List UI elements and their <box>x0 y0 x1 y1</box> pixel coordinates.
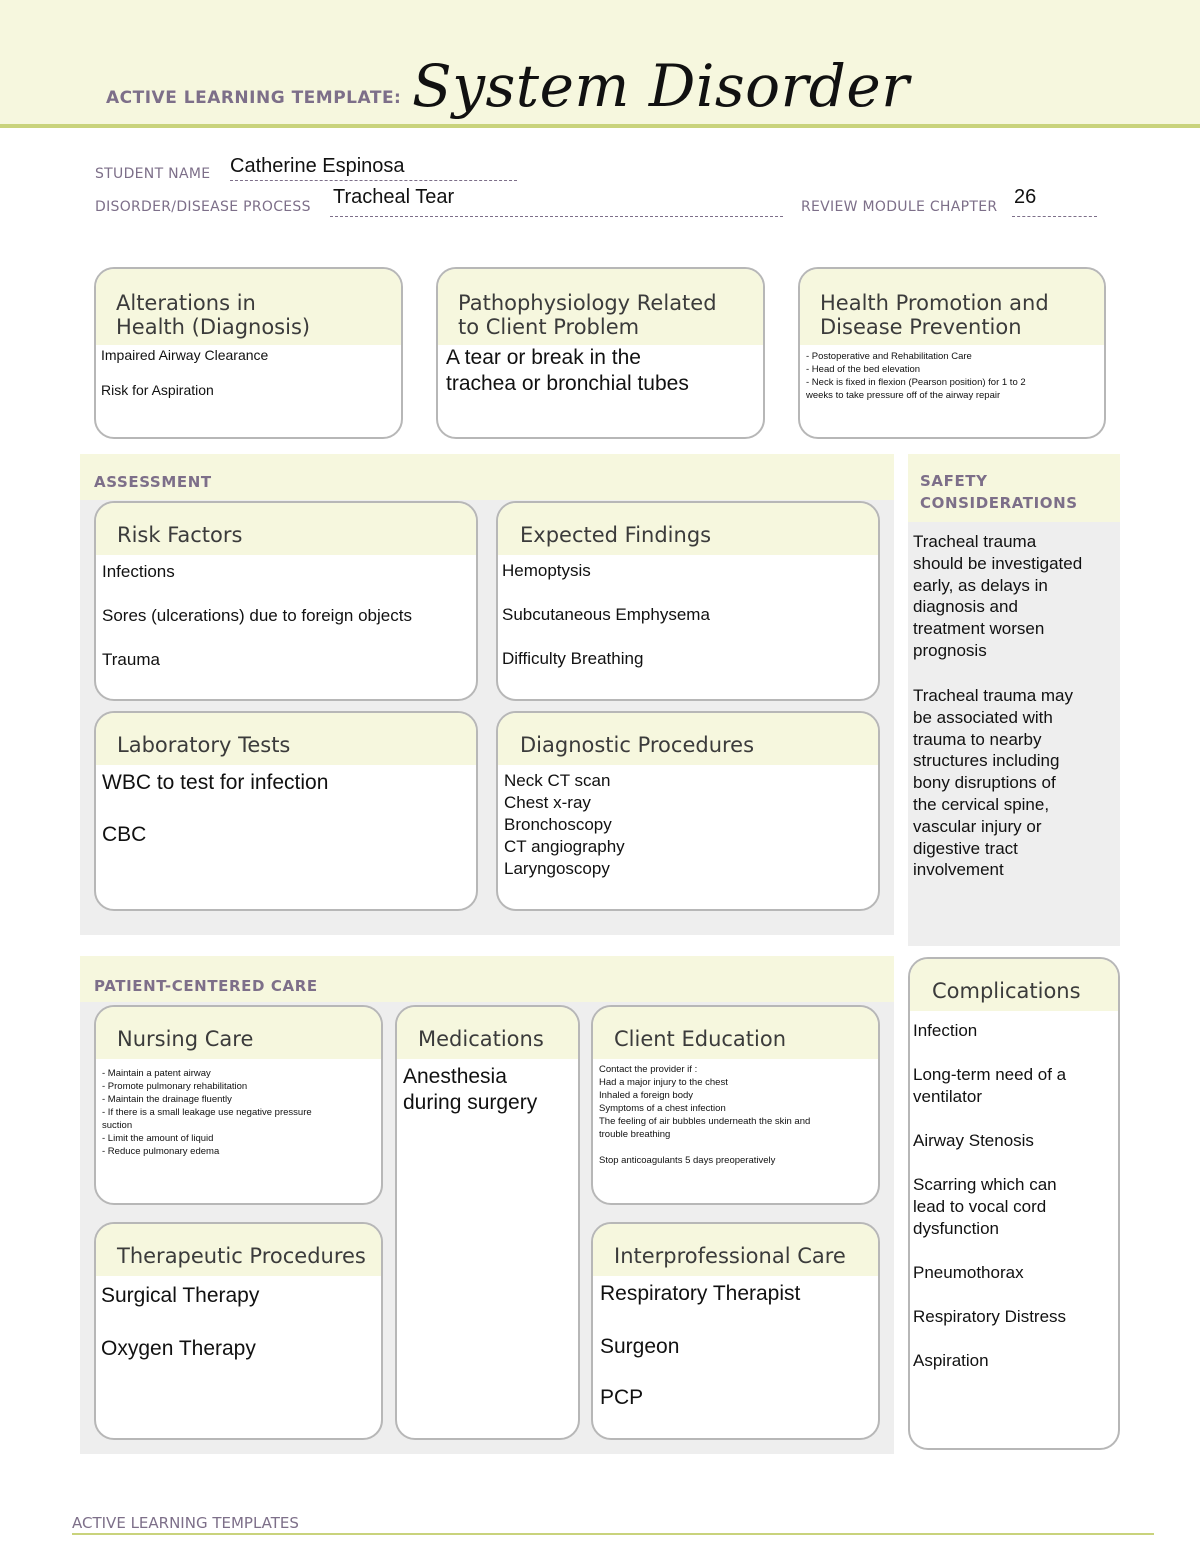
nursing-care-line: - Reduce pulmonary edema <box>102 1146 220 1157</box>
safety-line: Tracheal trauma <box>913 532 1037 551</box>
complication-item: Infection <box>913 1021 978 1040</box>
alterations-item: Risk for Aspiration <box>101 382 214 398</box>
expected-findings-box <box>496 501 880 701</box>
interprofessional-care-item: Respiratory Therapist <box>600 1282 801 1305</box>
laboratory-test-item: CBC <box>102 823 147 846</box>
pathophysiology-text: trachea or bronchial tubes <box>446 372 689 395</box>
diagnostic-procedure-item: Laryngoscopy <box>504 859 610 878</box>
nursing-care-line: - If there is a small leakage use negative pressure <box>102 1107 312 1118</box>
interprofessional-care-title: Interprofessional Care <box>593 1224 878 1276</box>
template-label: ACTIVE LEARNING TEMPLATE: <box>106 88 402 108</box>
complication-item: Airway Stenosis <box>913 1131 1034 1150</box>
interprofessional-care-item: PCP <box>600 1386 644 1409</box>
student-name-field[interactable]: Catherine Espinosa <box>230 155 405 177</box>
diagnostic-procedure-item: Neck CT scan <box>504 771 611 790</box>
client-education-line: trouble breathing <box>599 1129 671 1140</box>
disorder-field[interactable]: Tracheal Tear <box>333 186 455 208</box>
chapter-label: REVIEW MODULE CHAPTER <box>801 199 998 215</box>
complication-item: ventilator <box>913 1087 982 1106</box>
health-promotion-line: weeks to take pressure off of the airway repair <box>806 390 1001 401</box>
diagnostic-procedure-item: Bronchoscopy <box>504 815 612 834</box>
nursing-care-list <box>102 1067 312 1158</box>
risk-factors-box <box>94 501 478 701</box>
medications-box <box>395 1005 580 1440</box>
complications-box <box>908 957 1120 1450</box>
safety-line: trauma to nearby <box>913 729 1042 749</box>
complication-item: Respiratory Distress <box>913 1307 1067 1326</box>
medications-text: during surgery <box>403 1091 538 1114</box>
nursing-care-line: - Maintain the drainage fluently <box>102 1094 232 1105</box>
therapeutic-procedure-item: Surgical Therapy <box>101 1284 260 1307</box>
complications-spacer <box>913 1152 1066 1174</box>
complications-spacer <box>913 1328 1066 1350</box>
safety-line: structures including <box>913 751 1060 771</box>
interprofessional-care-item: Surgeon <box>600 1335 680 1358</box>
therapeutic-procedure-item: Oxygen Therapy <box>101 1337 256 1360</box>
nursing-care-line: - Limit the amount of liquid <box>102 1133 214 1144</box>
safety-line: be associated with <box>913 707 1053 727</box>
nursing-care-box <box>94 1005 383 1205</box>
complications-spacer <box>913 1042 1066 1064</box>
complication-item: lead to vocal cord <box>913 1197 1047 1216</box>
safety-line: treatment worsen <box>913 619 1045 639</box>
complication-item: Aspiration <box>913 1351 989 1370</box>
health-promotion-title-line1: Health Promotion and <box>820 291 1049 315</box>
safety-line: should be investigated <box>913 553 1083 573</box>
complications-spacer <box>913 1240 1066 1262</box>
alterations-box <box>94 267 403 439</box>
pathophysiology-title <box>438 269 763 345</box>
safety-line: diagnosis and <box>913 597 1018 617</box>
nursing-care-title: Nursing Care <box>96 1007 381 1059</box>
interprofessional-care-box <box>591 1222 880 1440</box>
client-education-line: Inhaled a foreign body <box>599 1090 694 1101</box>
therapeutic-procedures-box <box>94 1222 383 1440</box>
pathophysiology-text: A tear or break in the <box>446 346 641 369</box>
client-education-list <box>599 1063 810 1141</box>
diagnostic-procedure-item: Chest x-ray <box>504 793 591 812</box>
safety-line: digestive tract <box>913 838 1018 858</box>
client-education-line: Symptoms of a chest infection <box>599 1103 726 1114</box>
complications-spacer <box>913 1108 1066 1130</box>
complication-item: dysfunction <box>913 1219 999 1238</box>
expected-finding-item: Difficulty Breathing <box>502 649 644 668</box>
alterations-title <box>96 269 401 345</box>
medications-text: Anesthesia <box>403 1065 507 1088</box>
client-education-line: The feeling of air bubbles underneath the skin and <box>599 1116 811 1127</box>
risk-factor-item: Trauma <box>102 650 160 669</box>
nursing-care-line: suction <box>102 1120 133 1131</box>
risk-factors-title: Risk Factors <box>96 503 476 555</box>
health-promotion-line: - Postoperative and Rehabilitation Care <box>806 351 972 362</box>
client-education-line: Contact the provider if : <box>599 1064 698 1075</box>
safety-label <box>908 454 1120 522</box>
chapter-field[interactable]: 26 <box>1014 186 1037 208</box>
student-name-label: STUDENT NAME <box>95 166 211 182</box>
assessment-label: ASSESSMENT <box>94 473 212 491</box>
safety-line: prognosis <box>913 640 987 660</box>
alterations-title-line2: Health (Diagnosis) <box>116 315 311 339</box>
diagnostic-procedures-box <box>496 711 880 911</box>
expected-finding-item: Subcutaneous Emphysema <box>502 605 710 624</box>
safety-line: involvement <box>913 860 1004 880</box>
disorder-label: DISORDER/DISEASE PROCESS <box>95 199 311 215</box>
safety-line: vascular injury or <box>913 816 1042 836</box>
safety-paragraph-2 <box>913 685 1073 881</box>
alterations-title-line1: Alterations in <box>116 291 256 315</box>
client-education-extra: Stop anticoagulants 5 days preoperatively <box>599 1155 776 1166</box>
safety-line: the cervical spine, <box>913 794 1050 814</box>
client-education-title: Client Education <box>593 1007 878 1059</box>
pathophysiology-title-line2: to Client Problem <box>458 315 640 339</box>
nursing-care-line: - Promote pulmonary rehabilitation <box>102 1081 248 1092</box>
complication-item: Scarring which can <box>913 1175 1057 1194</box>
safety-line: early, as delays in <box>913 575 1048 595</box>
health-promotion-box <box>798 267 1106 439</box>
laboratory-tests-box <box>94 711 478 911</box>
complications-title: Complications <box>910 959 1118 1011</box>
template-title: System Disorder <box>412 52 910 120</box>
footer-line <box>72 1533 1154 1535</box>
safety-label-line1: SAFETY <box>920 472 988 490</box>
medications-title: Medications <box>397 1007 578 1059</box>
laboratory-test-item: WBC to test for infection <box>102 771 329 794</box>
therapeutic-procedures-title: Therapeutic Procedures <box>96 1224 381 1276</box>
safety-label-line2: CONSIDERATIONS <box>920 494 1078 512</box>
risk-factor-item: Infections <box>102 562 175 581</box>
footer-label: ACTIVE LEARNING TEMPLATES <box>72 1514 299 1532</box>
nursing-care-line: - Maintain a patent airway <box>102 1068 211 1079</box>
laboratory-tests-title: Laboratory Tests <box>96 713 476 765</box>
safety-line: bony disruptions of <box>913 773 1056 793</box>
complication-item: Pneumothorax <box>913 1263 1024 1282</box>
safety-line: Tracheal trauma may <box>913 686 1073 705</box>
complication-item: Long-term need of a <box>913 1065 1067 1084</box>
pathophysiology-title-line1: Pathophysiology Related <box>458 291 717 315</box>
client-education-box <box>591 1005 880 1205</box>
complications-spacer <box>913 1284 1066 1306</box>
health-promotion-title <box>800 269 1104 345</box>
complications-list <box>913 1020 1066 1372</box>
expected-finding-item: Hemoptysis <box>502 561 591 580</box>
health-promotion-title-line2: Disease Prevention <box>820 315 1022 339</box>
alterations-item: Impaired Airway Clearance <box>101 347 269 363</box>
risk-factor-item: Sores (ulcerations) due to foreign objects <box>102 606 412 625</box>
diagnostic-procedure-item: CT angiography <box>504 837 625 856</box>
expected-findings-title: Expected Findings <box>498 503 878 555</box>
diagnostic-procedures-title: Diagnostic Procedures <box>498 713 878 765</box>
patient-care-label: PATIENT-CENTERED CARE <box>94 977 318 995</box>
health-promotion-line: - Head of the bed elevation <box>806 364 921 375</box>
client-education-line: Had a major injury to the chest <box>599 1077 728 1088</box>
health-promotion-line: - Neck is fixed in flexion (Pearson position) for 1 to 2 <box>806 377 1026 388</box>
safety-paragraph-1 <box>913 531 1082 662</box>
pathophysiology-box <box>436 267 765 439</box>
